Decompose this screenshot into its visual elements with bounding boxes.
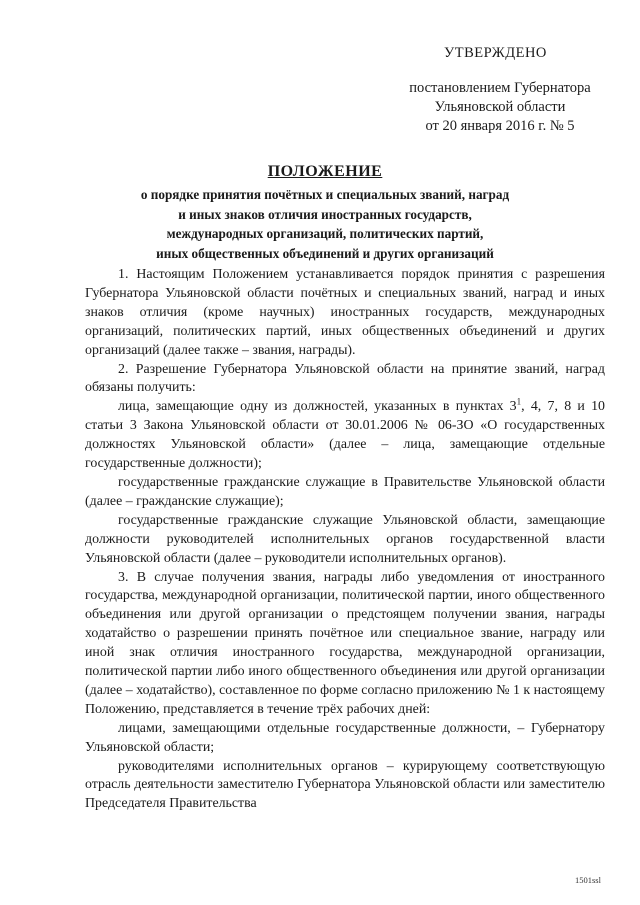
paragraph-7: лицами, замещающими отдельные государственные должности, – Губернатору Ульяновской области; bbox=[85, 720, 605, 755]
paragraph-1: 1. Настоящим Положением устанавливается порядок принятия с разрешения Губернатора Ульяновской области почётных и специальных званий, наград и иных знаков отличия (кроме научных) иностранных государств, международных организаций, политических партий, иных общественных объединений и других организаций (далее также – звания, награды). bbox=[85, 267, 605, 358]
paragraph-6: 3. В случае получения звания, награды либо уведомления от иностранного государства, международной организации, политической партии, иного общественного объединения или другой организации о предстоящем получении звания, награды ходатайство о разрешении принять почётное или специальное звание, награду или иной знак отличия иностранного государства, международной организации, политической партии либо иного общественного объединения или другой организации (далее – ходатайство), составленное по форме согласно приложению № 1 к настоящему Положению, представляется в течение трёх рабочих дней: bbox=[85, 569, 605, 717]
title-subline: о порядке принятия почётных и специальных званий, наград bbox=[140, 187, 510, 202]
approval-stamp bbox=[390, 44, 610, 136]
paragraph-3-text-cont: , 4, 7, 8 и 10 статьи 3 Закона Ульяновской области от 30.01.2006 № 06-ЗО «О государственных должностях Ульяновской области» (далее – лица, замещающие отдельные государственные должности); bbox=[85, 399, 605, 472]
approval-heading: УТВЕРЖДЕНО bbox=[444, 45, 547, 61]
approval-line: постановлением Губернатора bbox=[409, 80, 591, 96]
title-subline: иных общественных объединений и других организаций bbox=[156, 245, 494, 261]
superscript: 1 bbox=[516, 396, 522, 407]
document-body bbox=[85, 266, 605, 814]
title-subline: и иных знаков отличия иностранных государств, bbox=[178, 206, 472, 222]
approval-date: от 20 января 2016 г. № 5 bbox=[425, 118, 575, 134]
paragraph-4: государственные гражданские служащие в Правительстве Ульяновской области (далее – гражданские служащие); bbox=[85, 474, 605, 509]
footer-code: 1501ssl bbox=[575, 875, 601, 885]
approval-line: Ульяновской области bbox=[434, 99, 566, 115]
document-title-block bbox=[95, 163, 555, 263]
paragraph-3 bbox=[85, 398, 605, 474]
paragraph-2: 2. Разрешение Губернатора Ульяновской области на принятие званий, наград обязаны получить: bbox=[85, 361, 605, 396]
paragraph-5: государственные гражданские служащие Ульяновской области, замещающие должности руководителей исполнительных органов государственной власти Ульяновской области (далее – руководители исполнительных органов). bbox=[85, 512, 605, 566]
document-title: ПОЛОЖЕНИЕ bbox=[267, 163, 383, 180]
paragraph-3-text: лица, замещающие одну из должностей, указанных в пунктах 3 bbox=[118, 399, 517, 415]
title-subline: международных организаций, политических партий, bbox=[166, 226, 484, 241]
paragraph-8: руководителями исполнительных органов – курирующему соответствующую отрасль деятельности заместителю Губернатора Ульяновской области или заместителю Председателя Правительства bbox=[85, 758, 605, 812]
